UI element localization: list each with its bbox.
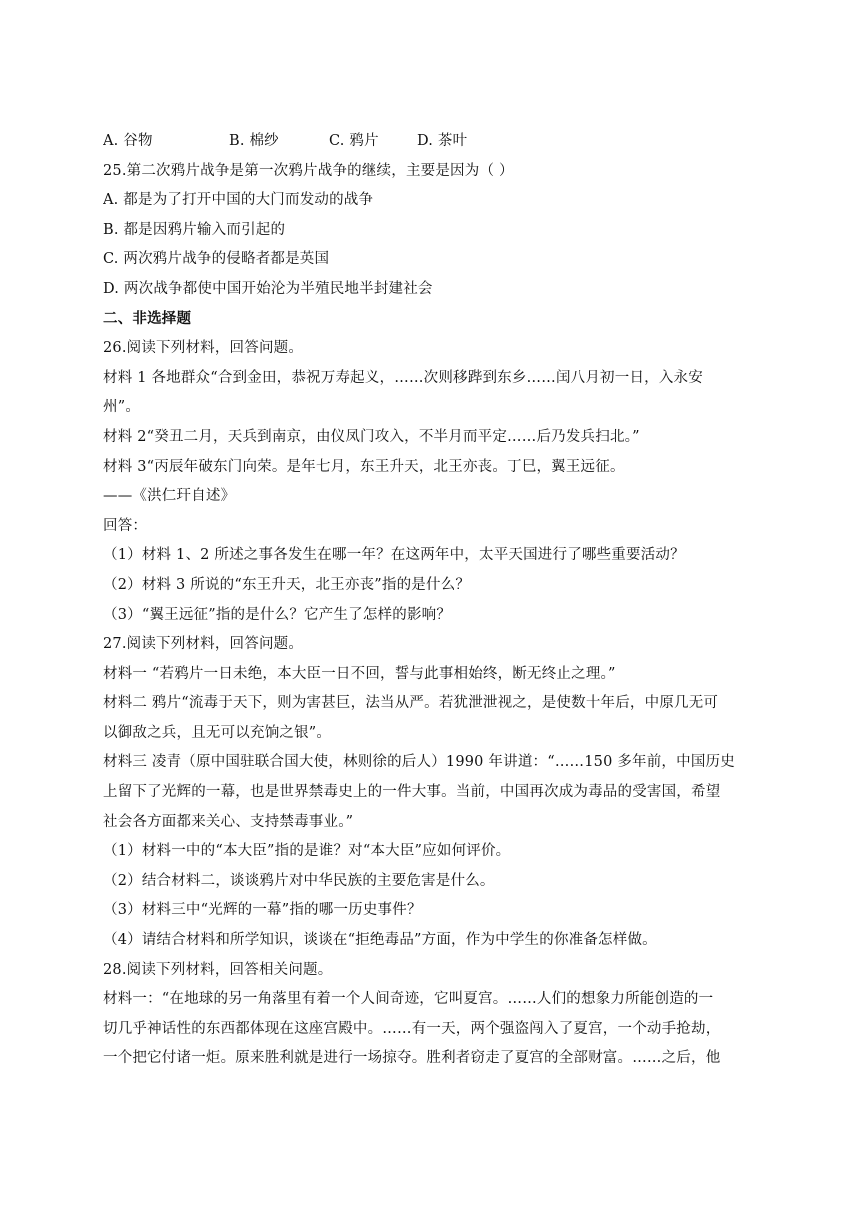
question-27-material-2-line-2: 以御敌之兵，且无可以充饷之银”。 (103, 724, 332, 741)
question-26-answer-label: 回答： (103, 517, 148, 534)
question-27-material-3-line-1: 材料三 凌青（原中国驻联合国大使，林则徐的后人）1990 年讲道：“……150 多年前，中国历史 (103, 754, 735, 771)
question-27-sub-2: （2）结合材料二，谈谈鸦片对中华民族的主要危害是什么。 (103, 872, 495, 889)
option-b: B. 棉纱 (229, 133, 279, 149)
section-heading: 二、非选择题 (103, 310, 192, 327)
question-26-source: ——《洪仁玕自述》 (103, 488, 236, 505)
question-28-material-1-line-2: 切几乎神话性的东西都体现在这座宫殿中。……有一天，两个强盗闯入了夏宫，一个动手抢劫， (103, 1020, 721, 1037)
question-27-material-3-line-3: 社会各方面都来关心、支持禁毒事业。” (103, 813, 354, 830)
question-28-material-1-line-3: 一个把它付诸一炬。原来胜利就是进行一场掠夺。胜利者窃走了夏宫的全部财富。……之后，他 (103, 1050, 721, 1067)
question-27-sub-3: （3）材料三中“光辉的一幕”指的哪一历史事件？ (103, 902, 422, 919)
document-page (103, 127, 767, 1074)
question-28-stem: 28.阅读下列材料，回答相关问题。 (103, 961, 333, 978)
question-26-sub-3: （3）“翼王远征”指的是什么？它产生了怎样的影响？ (103, 606, 452, 623)
question-28-material-1-line-1: 材料一：“在地球的另一角落里有着一个人间奇迹，它叫夏宫。……人们的想象力所能创造的一 (103, 991, 714, 1008)
question-27-material-2-line-1: 材料二 鸦片“流毒于天下，则为害甚巨，法当从严。若犹泄泄视之，是使数十年后，中原几无可 (103, 695, 719, 712)
question-25-option-b: B. 都是因鸦片输入而引起的 (103, 221, 286, 238)
question-26-material-3: 材料 3“丙辰年破东门向荣。是年七月，东王升天，北王亦丧。丁巳，翼王远征。 (103, 458, 625, 475)
question-26-material-1-line-2: 州”。 (103, 399, 141, 416)
question-24-options (103, 127, 767, 157)
option-a: A. 谷物 (103, 133, 153, 149)
option-d: D. 茶叶 (417, 133, 468, 149)
question-27-material-1: 材料一 “若鸦片一日未绝，本大臣一日不回，誓与此事相始终，断无终止之理。” (103, 665, 616, 682)
question-27-material-3-line-2: 上留下了光辉的一幕，也是世界禁毒史上的一件大事。当前，中国再次成为毒品的受害国，希望 (103, 784, 721, 801)
question-25-option-d: D. 两次战争都使中国开始沦为半殖民地半封建社会 (103, 280, 433, 297)
question-26-sub-1: （1）材料 1、2 所述之事各发生在哪一年？在这两年中，太平天国进行了哪些重要活动？ (103, 547, 685, 564)
question-27-stem: 27.阅读下列材料，回答问题。 (103, 636, 304, 653)
question-25-stem: 25.第二次鸦片战争是第一次鸦片战争的继续，主要是因为（ ） (103, 162, 514, 179)
option-c: C. 鸦片 (329, 133, 379, 149)
question-26-material-1-line-1: 材料 1 各地群众“合到金田，恭祝万寿起义，……次则移跸到东乡……闰八月初一日，入永安 (103, 369, 703, 386)
question-26-material-2: 材料 2“癸丑二月，天兵到南京，由仪凤门攻入，不半月而平定……后乃发兵扫北。” (103, 428, 640, 445)
question-25-option-a: A. 都是为了打开中国的大门而发动的战争 (103, 192, 374, 209)
question-27-sub-1: （1）材料一中的“本大臣”指的是谁？对“本大臣”应如何评价。 (103, 843, 511, 860)
question-27-sub-4: （4）请结合材料和所学知识，谈谈在“拒绝毒品”方面，作为中学生的你准备怎样做。 (103, 932, 657, 949)
question-26-sub-2: （2）材料 3 所说的“东王升天，北王亦丧”指的是什么？ (103, 576, 471, 593)
question-25-option-c: C. 两次鸦片战争的侵略者都是英国 (103, 251, 330, 268)
question-26-stem: 26.阅读下列材料，回答问题。 (103, 340, 304, 357)
